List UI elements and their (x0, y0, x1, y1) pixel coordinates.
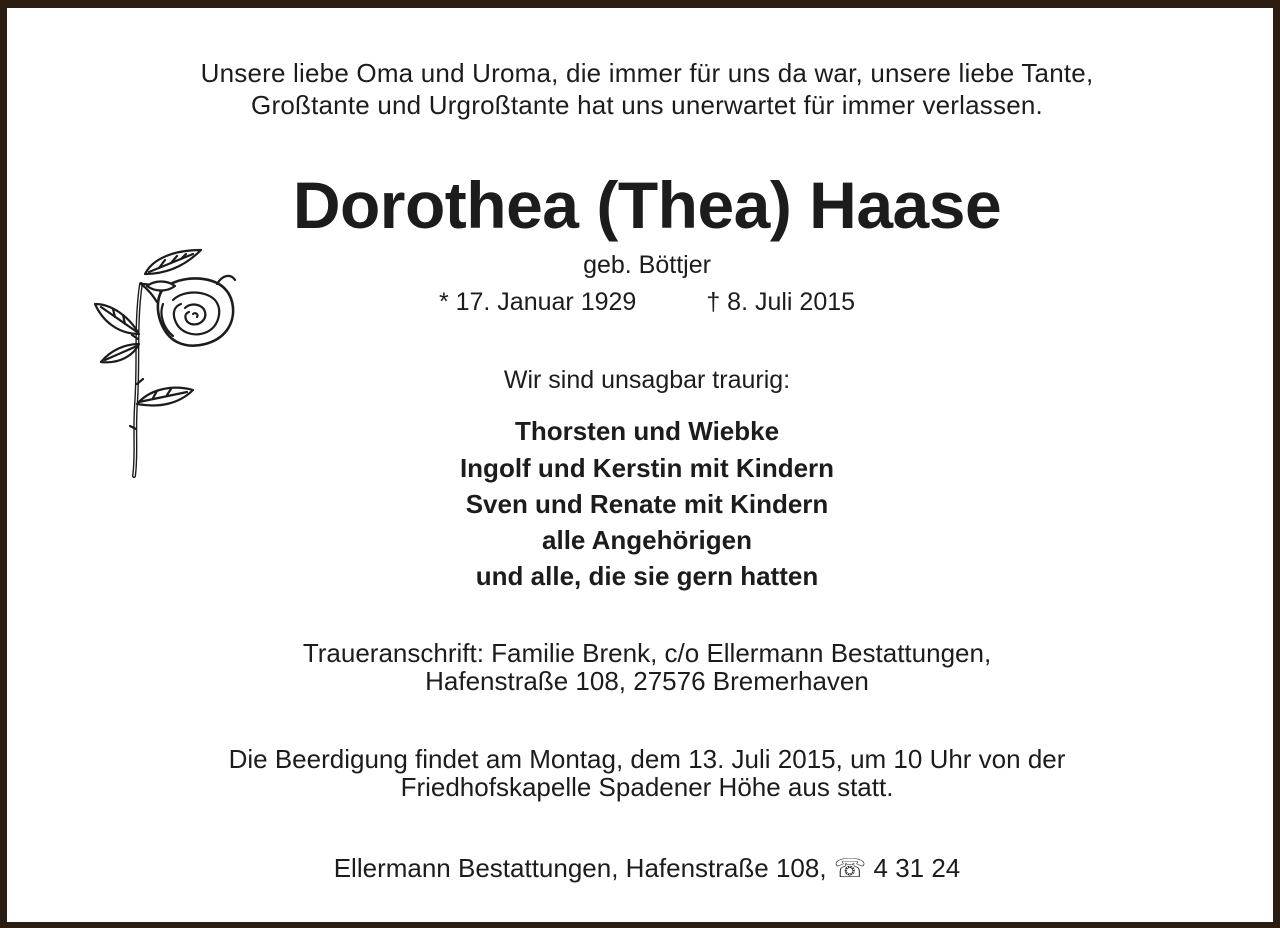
mourning-address-line-2: Hafenstraße 108, 27576 Bremerhaven (425, 666, 869, 696)
mourner-name-5: und alle, die sie gern hatten (475, 561, 819, 591)
funeral-info-line-1: Die Beerdigung findet am Montag, dem 13. Juli 2015, um 10 Uhr von der (228, 744, 1066, 774)
mourner-name-3: Sven und Renate mit Kindern (465, 489, 829, 519)
intro-line-2: Großtante und Urgroßtante hat uns unerwartet für immer verlassen. (251, 90, 1043, 120)
mourner-name-1: Thorsten und Wiebke (514, 416, 780, 446)
rose-icon (89, 244, 239, 484)
maiden-name: geb. Böttjer (583, 251, 711, 279)
deceased-name: Dorothea (Thea) Haase (292, 168, 1002, 242)
mourning-address-line-1: Traueranschrift: Familie Brenk, c/o Ellermann Bestattungen, (302, 638, 992, 668)
undertaker-contact: Ellermann Bestattungen, Hafenstraße 108, ☏ 4 31 24 (333, 853, 961, 883)
mourner-name-4: alle Angehörigen (542, 525, 752, 555)
death-date: † 8. Juli 2015 (706, 288, 856, 316)
intro-line-1: Unsere liebe Oma und Uroma, die immer für uns da war, unsere liebe Tante, (200, 58, 1094, 88)
funeral-info-line-2: Friedhofskapelle Spadener Höhe aus statt. (400, 772, 894, 802)
mourner-name-2: Ingolf und Kerstin mit Kindern (459, 453, 835, 483)
mourners-heading: Wir sind unsagbar traurig: (503, 366, 791, 394)
birth-date: * 17. Januar 1929 (438, 288, 637, 316)
